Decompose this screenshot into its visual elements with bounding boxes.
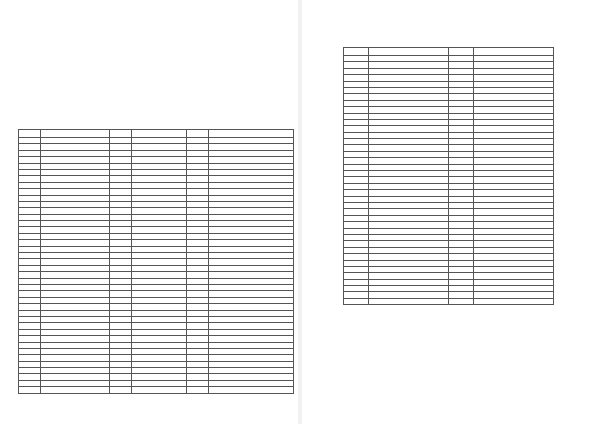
table-header-row [19, 130, 294, 138]
body-paragraph [343, 266, 465, 289]
left-page [0, 0, 296, 424]
table-cell [131, 387, 186, 393]
table-cell [474, 298, 554, 304]
column-header [344, 48, 369, 56]
column-header [41, 130, 110, 138]
table-header-row [344, 48, 554, 56]
section-heading [343, 258, 463, 263]
body-paragraph [18, 44, 146, 67]
table-cell [109, 387, 131, 393]
column-header [474, 48, 554, 56]
body-paragraph [152, 44, 280, 67]
right-body-column-2 [470, 266, 582, 291]
table-row [19, 387, 294, 393]
table-cell [208, 387, 293, 393]
right-body-column-1 [343, 266, 465, 316]
spine-gutter [298, 0, 302, 424]
column-header [208, 130, 293, 138]
body-paragraph [343, 291, 465, 314]
column-header [186, 130, 208, 138]
table-cell [41, 387, 110, 393]
body-paragraph [470, 266, 582, 289]
column-header [109, 130, 131, 138]
column-header [19, 130, 41, 138]
column-header [369, 48, 449, 56]
table-cell [186, 387, 208, 393]
finds-table-left [18, 129, 294, 394]
left-body-column-2 [152, 44, 280, 69]
left-body-column-1 [18, 44, 146, 69]
table-cell [19, 387, 41, 393]
right-page [304, 0, 600, 424]
column-header [448, 48, 473, 56]
column-header [131, 130, 186, 138]
